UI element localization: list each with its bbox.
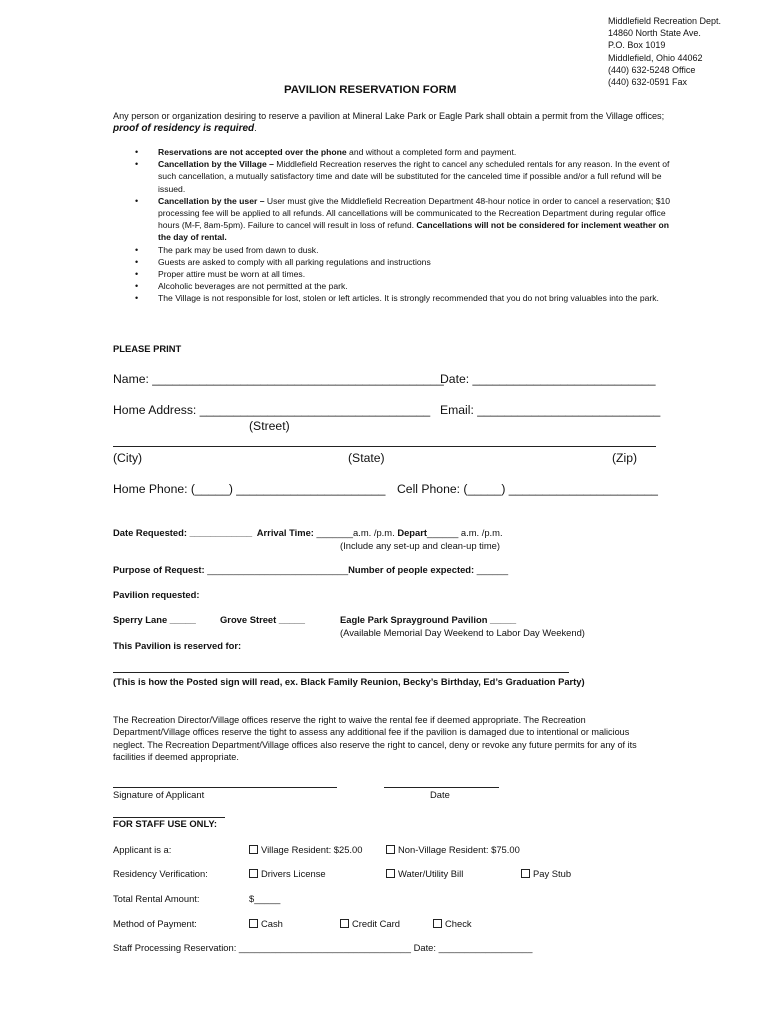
check-option[interactable] <box>433 918 472 929</box>
pavilion-requested-label: Pavilion requested: <box>113 589 200 600</box>
checkbox-icon[interactable] <box>249 919 258 928</box>
please-print-label: PLEASE PRINT <box>113 343 182 354</box>
date-requested-label: Date Requested: ____________ <box>113 527 253 538</box>
cell-phone-field[interactable]: Cell Phone: (_____) ______________________ <box>397 482 658 496</box>
date-field[interactable]: Date: ___________________________ <box>440 372 656 386</box>
purpose-label: Purpose of Request: <box>113 564 205 575</box>
drivers-license-option[interactable] <box>249 868 326 879</box>
arrival-time-label: Arrival Time: <box>256 527 314 538</box>
staff-use-heading: FOR STAFF USE ONLY: <box>113 818 217 829</box>
state-label: (State) <box>348 451 385 465</box>
pay-stub-label: Pay Stub <box>533 868 572 879</box>
email-field[interactable]: Email: ___________________________ <box>440 403 661 417</box>
checkbox-icon[interactable] <box>249 845 258 854</box>
reserved-for-label: This Pavilion is reserved for: <box>113 640 242 651</box>
name-field[interactable]: Name: ___________________________________________ <box>113 372 444 386</box>
purpose-row <box>113 564 508 575</box>
total-rental-blank[interactable]: $_____ <box>249 893 281 904</box>
non-village-label: Non-Village Resident: $75.00 <box>398 844 520 855</box>
purpose-blank[interactable]: ___________________________ <box>204 564 349 575</box>
cash-option[interactable] <box>249 918 283 929</box>
rule-text: Middlefield Recreation reserves the right to cancel any scheduled rentals for any reason. In the event of such cancellation, a mutually satisfactory time and date will be substituted for the canceled time if possible and/or a full refund will be issued. <box>158 159 670 194</box>
checkbox-icon[interactable] <box>433 919 442 928</box>
staff-divider <box>113 817 225 818</box>
intro-paragraph <box>113 110 673 136</box>
non-village-option[interactable] <box>386 844 520 855</box>
arrival-time-blank[interactable]: _______a.m. /p.m. <box>313 527 398 538</box>
rule-item <box>113 195 673 244</box>
zip-label: (Zip) <box>612 451 638 465</box>
department-address <box>608 15 721 88</box>
date-requested-field[interactable] <box>113 527 503 538</box>
checkbox-icon[interactable] <box>340 919 349 928</box>
city-label: (City) <box>113 451 143 465</box>
rule-item <box>113 158 673 195</box>
credit-card-option[interactable] <box>340 918 400 929</box>
rule-item <box>113 146 673 158</box>
form-title: PAVILION RESERVATION FORM <box>284 84 457 96</box>
rules-list <box>113 146 673 305</box>
staff-processing-field[interactable]: Staff Processing Reservation: _________________________________ Date: __________________ <box>113 942 533 953</box>
waiver-paragraph: The Recreation Director/Village offices reserve the right to waive the rental fee if deemed appropriate. The Recreation Department/Village offices reserve the tight to assess any additional fee if the pavilion is damaged due to intentional or malicious neglect. The Recreation Department/Village offices also reserve the right to cancel, deny or revoke any future permits for any of its facilities if deemed appropriate. <box>113 715 637 763</box>
grove-street-option[interactable]: Grove Street _____ <box>220 614 305 625</box>
total-rental-label: Total Rental Amount: <box>113 893 200 904</box>
sign-example-note: (This is how the Posted sign will read, ex. Black Family Reunion, Becky’s Birthday, Ed’s Graduation Party) <box>113 676 585 687</box>
water-bill-label: Water/Utility Bill <box>398 868 464 879</box>
checkbox-icon[interactable] <box>521 869 530 878</box>
people-blank[interactable]: ______ <box>474 564 509 575</box>
eagle-park-note: (Available Memorial Day Weekend to Labor Day Weekend) <box>340 627 585 638</box>
method-payment-label: Method of Payment: <box>113 918 197 929</box>
city-state-zip-line[interactable] <box>113 446 656 447</box>
intro-text: Any person or organization desiring to reserve a pavilion at Mineral Lake Park or Eagle Park shall obtain a permit from the Village offices; <box>113 111 665 121</box>
include-note: (Include any set-up and clean-up time) <box>340 540 500 551</box>
residency-verification-label: Residency Verification: <box>113 868 208 879</box>
rule-item: • The Village is not responsible for lost, stolen or left articles. It is strongly recommended that you do not bring valuables into the park. <box>113 292 673 304</box>
rule-item: • The park may be used from dawn to dusk. <box>113 244 673 256</box>
rule-text: and without a completed form and payment. <box>346 147 517 157</box>
rule-item: • Alcoholic beverages are not permitted at the park. <box>113 280 673 292</box>
dept-pobox: P.O. Box 1019 <box>608 40 666 51</box>
sperry-lane-option[interactable]: Sperry Lane _____ <box>113 614 196 625</box>
depart-blank[interactable]: ______ a.m. /p.m. <box>427 527 503 538</box>
signature-label: Signature of Applicant <box>113 789 205 800</box>
checkbox-icon[interactable] <box>386 845 395 854</box>
water-bill-option[interactable] <box>386 868 463 879</box>
signature-line[interactable] <box>113 787 337 788</box>
drivers-license-label: Drivers License <box>261 868 326 879</box>
rule-bold: Cancellation by the user – <box>158 195 265 206</box>
dept-fax: (440) 632-0591 Fax <box>608 77 688 88</box>
dept-office-phone: (440) 632-5248 Office <box>608 64 696 75</box>
signature-date-label: Date <box>430 789 450 800</box>
intro-end: . <box>254 123 257 134</box>
rule-bold: Reservations are not accepted over the phone <box>158 147 347 157</box>
pay-stub-option[interactable] <box>521 868 571 879</box>
rule-text: User must give the Middlefield Recreation Department 48-hour notice in order to cancel a reservation; $10 processing fee will be applied to all refunds. All cancellations will be communicated to the Recreation Department during regular office hours (M-F, 8am-5pm). Failure to cancel will result in loss of refund. <box>158 195 671 231</box>
street-label: (Street) <box>249 419 290 433</box>
village-resident-option[interactable] <box>249 844 362 855</box>
home-phone-field[interactable]: Home Phone: (_____) ______________________ <box>113 482 386 496</box>
check-label: Check <box>445 918 472 929</box>
eagle-park-option[interactable]: Eagle Park Sprayground Pavilion _____ <box>340 614 517 625</box>
village-resident-label: Village Resident: $25.00 <box>261 844 363 855</box>
rule-item: • Guests are asked to comply with all parking regulations and instructions <box>113 256 673 268</box>
credit-card-label: Credit Card <box>352 918 400 929</box>
checkbox-icon[interactable] <box>249 869 258 878</box>
rule-item: • Proper attire must be worn at all times. <box>113 268 673 280</box>
dept-city: Middlefield, Ohio 44062 <box>608 52 703 63</box>
reserved-for-line[interactable] <box>113 672 569 673</box>
people-label: Number of people expected: <box>348 564 475 575</box>
dept-name: Middlefield Recreation Dept. <box>608 16 722 26</box>
applicant-is-label: Applicant is a: <box>113 844 172 855</box>
signature-date-line[interactable] <box>384 787 499 788</box>
rule-bold: Cancellation by the Village – <box>158 159 274 170</box>
checkbox-icon[interactable] <box>386 869 395 878</box>
dept-street: 14860 North State Ave. <box>608 28 701 39</box>
rule-bold: Cancellations will not be considered for inclement weather on the day of rental. <box>158 220 669 243</box>
depart-label: Depart <box>397 527 428 538</box>
intro-emphasis: proof of residency is required <box>113 123 255 135</box>
cash-label: Cash <box>261 918 283 929</box>
home-address-field[interactable]: Home Address: __________________________________ <box>113 403 431 417</box>
